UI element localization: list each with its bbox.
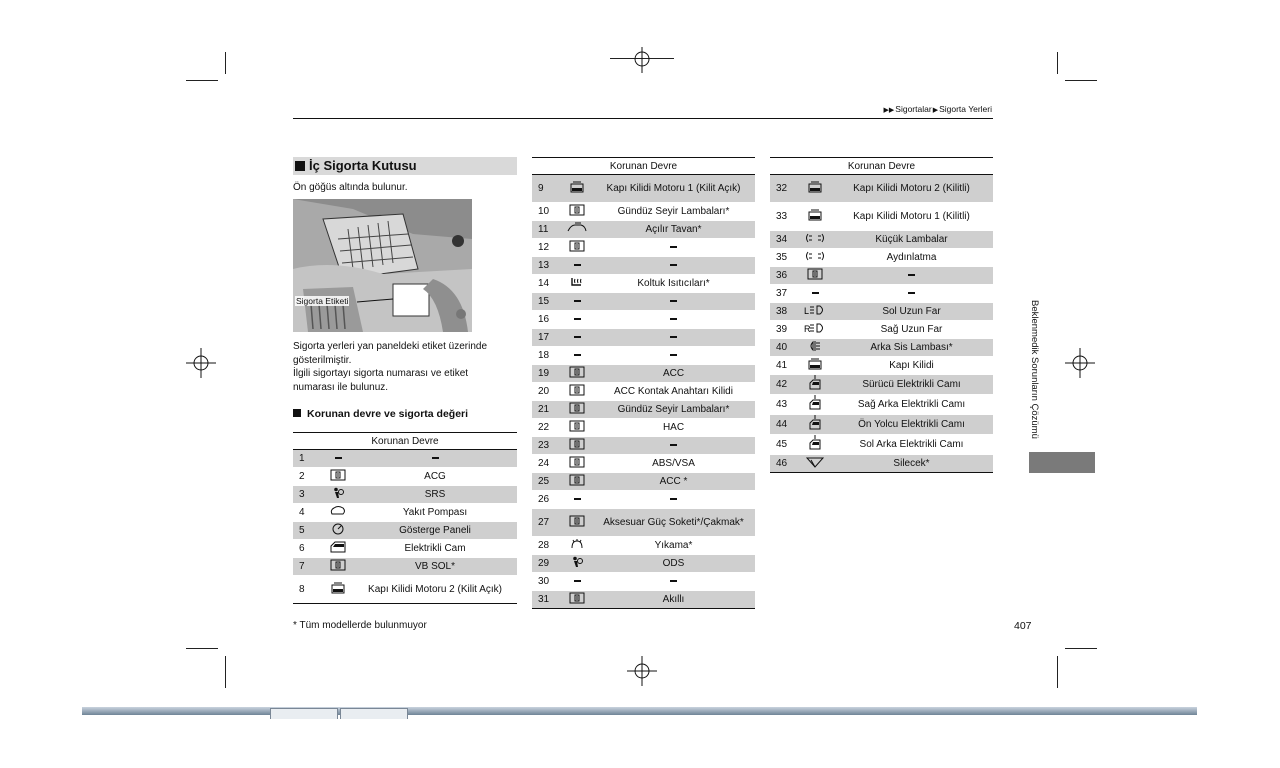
chapter-tab-text: Beklenmedik Sorunların Çözümü: [1029, 300, 1040, 439]
protected-circuit: [592, 347, 755, 365]
window-motor-icon: [800, 415, 830, 435]
table-row: [532, 509, 755, 537]
taskbar: [82, 707, 1197, 715]
table-header: Korunan Devre: [293, 433, 517, 450]
fuse-icon: [323, 558, 353, 576]
subheading: Korunan devre ve sigorta değeri: [293, 408, 468, 420]
svg-text:R: R: [804, 324, 811, 334]
door-lock-icon: [800, 203, 830, 231]
table-row: [293, 540, 517, 558]
section-title: İç Sigorta Kutusu: [293, 157, 517, 175]
protected-circuit: VB SOL*: [353, 558, 517, 576]
fuse-box-illustration: [293, 199, 472, 332]
protected-circuit: Yıkama*: [592, 537, 755, 555]
table-row: [293, 450, 517, 468]
fuse-box-photo: [293, 199, 472, 332]
crop-mark: [1057, 656, 1058, 688]
small-lamp-icon: [800, 249, 830, 267]
fuse-number: 22: [532, 419, 562, 437]
table-header: Korunan Devre: [532, 158, 755, 175]
protected-circuit: Sağ Arka Elektrikli Camı: [830, 395, 993, 415]
fuse-icon: [562, 509, 592, 537]
protected-circuit: ACC Kontak Anahtarı Kilidi: [592, 383, 755, 401]
protected-circuit: [830, 285, 993, 303]
fuse-number: 9: [532, 175, 562, 203]
window-motor-icon: [800, 435, 830, 455]
fuse-icon: [562, 455, 592, 473]
dash-icon: [323, 450, 353, 468]
protected-circuit: Kapı Kilidi Motoru 1 (Kilitli): [830, 203, 993, 231]
protected-circuit: Açılır Tavan*: [592, 221, 755, 239]
fuse-icon: [562, 239, 592, 257]
protected-circuit: Kapı Kilidi Motoru 1 (Kilit Açık): [592, 175, 755, 203]
breadcrumb-item[interactable]: Sigortalar: [895, 104, 932, 114]
registration-mark-icon: [627, 47, 657, 77]
fuse-number: 42: [770, 375, 800, 395]
table-row: [770, 231, 993, 249]
dash-icon: [800, 285, 830, 303]
location-text: Ön göğüs altında bulunur.: [293, 182, 408, 193]
table-row: [770, 175, 993, 203]
fuse-number: 24: [532, 455, 562, 473]
table-row: [532, 239, 755, 257]
registration-mark-icon: [627, 656, 657, 686]
photo-label: Sigorta Etiketi: [296, 296, 349, 306]
fuse-table-1: [293, 432, 517, 604]
fuse-icon: [323, 468, 353, 486]
table-row: [532, 437, 755, 455]
table-row: [770, 339, 993, 357]
crop-mark: [225, 52, 226, 74]
fuse-number: 46: [770, 455, 800, 473]
fuse-number: 34: [770, 231, 800, 249]
table-row: [532, 175, 755, 203]
door-lock-icon: [323, 576, 353, 604]
protected-circuit: Gösterge Paneli: [353, 522, 517, 540]
window-motor-icon: [800, 375, 830, 395]
crop-mark: [186, 648, 218, 649]
table-row: [293, 558, 517, 576]
crop-mark: [225, 656, 226, 688]
protected-circuit: Kapı Kilidi: [830, 357, 993, 375]
dash-icon: [562, 573, 592, 591]
protected-circuit: [592, 293, 755, 311]
fuse-number: 15: [532, 293, 562, 311]
table-row: [770, 415, 993, 435]
protected-circuit: [592, 491, 755, 509]
protected-circuit: Ön Yolcu Elektrikli Camı: [830, 415, 993, 435]
arrow-icon: ▶: [932, 107, 939, 114]
dash-icon: [562, 491, 592, 509]
table-row: [532, 203, 755, 221]
dash-icon: [562, 311, 592, 329]
protected-circuit: Gündüz Seyir Lambaları*: [592, 401, 755, 419]
fuse-number: 16: [532, 311, 562, 329]
protected-circuit: [592, 329, 755, 347]
protected-circuit: Sürücü Elektrikli Camı: [830, 375, 993, 395]
table-row: [532, 221, 755, 239]
fuse-number: 25: [532, 473, 562, 491]
fuse-number: 28: [532, 537, 562, 555]
breadcrumb-item[interactable]: Sigorta Yerleri: [939, 104, 992, 114]
table-row: [770, 357, 993, 375]
crop-mark: [1065, 648, 1097, 649]
dash-icon: [562, 329, 592, 347]
small-lamp-icon: [800, 231, 830, 249]
fuse-number: 6: [293, 540, 323, 558]
protected-circuit: ABS/VSA: [592, 455, 755, 473]
protected-circuit: HAC: [592, 419, 755, 437]
protected-circuit: Küçük Lambalar: [830, 231, 993, 249]
fuse-number: 10: [532, 203, 562, 221]
protected-circuit: Sol Uzun Far: [830, 303, 993, 321]
header-rule: [293, 118, 993, 119]
fuse-icon: [562, 419, 592, 437]
fuse-number: 26: [532, 491, 562, 509]
protected-circuit: ACG: [353, 468, 517, 486]
fuse-number: 2: [293, 468, 323, 486]
table-header: Korunan Devre: [770, 158, 993, 175]
table-row: [532, 555, 755, 573]
fuse-icon: [562, 473, 592, 491]
fuse-number: 27: [532, 509, 562, 537]
table-row: [532, 455, 755, 473]
table-row: [532, 347, 755, 365]
protected-circuit: Kapı Kilidi Motoru 2 (Kilitli): [830, 175, 993, 203]
table-row: [532, 365, 755, 383]
table-row: [293, 504, 517, 522]
table-row: [770, 395, 993, 415]
table-row: [770, 303, 993, 321]
fuse-icon: [562, 437, 592, 455]
protected-circuit: Aksesuar Güç Soketi*/Çakmak*: [592, 509, 755, 537]
fuse-number: 5: [293, 522, 323, 540]
protected-circuit: Koltuk Isıtıcıları*: [592, 275, 755, 293]
fuse-number: 43: [770, 395, 800, 415]
fuse-icon: [562, 365, 592, 383]
fuse-number: 38: [770, 303, 800, 321]
protected-circuit: Gündüz Seyir Lambaları*: [592, 203, 755, 221]
crop-mark: [1065, 80, 1097, 81]
protected-circuit: Elektrikli Cam: [353, 540, 517, 558]
door-lock-icon: [562, 175, 592, 203]
fuse-number: 40: [770, 339, 800, 357]
fuse-number: 30: [532, 573, 562, 591]
fuse-number: 12: [532, 239, 562, 257]
crop-mark: [1057, 52, 1058, 74]
table-row: [293, 576, 517, 604]
fuse-number: 37: [770, 285, 800, 303]
protected-circuit: [830, 267, 993, 285]
fuse-number: 23: [532, 437, 562, 455]
door-lock-icon: [800, 175, 830, 203]
table-row: [532, 329, 755, 347]
sunroof-icon: [562, 221, 592, 239]
fuse-icon: [562, 591, 592, 609]
fuse-number: 36: [770, 267, 800, 285]
protected-circuit: Kapı Kilidi Motoru 2 (Kilit Açık): [353, 576, 517, 604]
window-motor-icon: [800, 395, 830, 415]
table-row: [770, 285, 993, 303]
high-beam-right-icon: [800, 321, 830, 339]
table-row: [532, 491, 755, 509]
registration-mark-icon: [1065, 348, 1095, 378]
fuse-number: 11: [532, 221, 562, 239]
double-arrow-icon: ▶▶: [883, 107, 895, 114]
table-row: [770, 249, 993, 267]
rear-fog-icon: [800, 339, 830, 357]
dash-icon: [562, 293, 592, 311]
fuse-number: 18: [532, 347, 562, 365]
power-window-icon: [323, 540, 353, 558]
fuse-number: 19: [532, 365, 562, 383]
fuse-icon: [800, 267, 830, 285]
fuse-table-2: [532, 157, 755, 609]
square-bullet-icon: [293, 409, 301, 417]
protected-circuit: ACC *: [592, 473, 755, 491]
high-beam-left-icon: [800, 303, 830, 321]
protected-circuit: [592, 437, 755, 455]
protected-circuit: SRS: [353, 486, 517, 504]
fuse-number: 31: [532, 591, 562, 609]
fuse-number: 13: [532, 257, 562, 275]
chapter-tab[interactable]: [1029, 452, 1095, 473]
protected-circuit: Aydınlatma: [830, 249, 993, 267]
protected-circuit: Silecek*: [830, 455, 993, 473]
table-row: [532, 257, 755, 275]
protected-circuit: Sol Arka Elektrikli Camı: [830, 435, 993, 455]
fuse-number: 39: [770, 321, 800, 339]
crop-mark: [186, 80, 218, 81]
protected-circuit: ACC: [592, 365, 755, 383]
fuse-number: 3: [293, 486, 323, 504]
taskbar-button[interactable]: [270, 708, 338, 719]
svg-text:L: L: [804, 306, 810, 316]
protected-circuit: Arka Sis Lambası*: [830, 339, 993, 357]
table-row: [532, 401, 755, 419]
table-row: [770, 321, 993, 339]
fuse-number: 7: [293, 558, 323, 576]
fuse-number: 32: [770, 175, 800, 203]
dash-icon: [562, 347, 592, 365]
table-row: [532, 311, 755, 329]
fuse-number: 20: [532, 383, 562, 401]
protected-circuit: Akıllı: [592, 591, 755, 609]
fuse-number: 44: [770, 415, 800, 435]
door-lock-icon: [800, 357, 830, 375]
protected-circuit: ODS: [592, 555, 755, 573]
table-row: [293, 468, 517, 486]
washer-icon: [562, 537, 592, 555]
protected-circuit: [592, 573, 755, 591]
fuse-icon: [562, 401, 592, 419]
gauge-icon: [323, 522, 353, 540]
table-row: [532, 383, 755, 401]
table-row: [532, 293, 755, 311]
fuse-number: 35: [770, 249, 800, 267]
fuse-number: 41: [770, 357, 800, 375]
table-row: [770, 455, 993, 473]
fuse-number: 1: [293, 450, 323, 468]
table-row: [532, 591, 755, 609]
fuse-number: 14: [532, 275, 562, 293]
protected-circuit: [592, 311, 755, 329]
table-row: [770, 375, 993, 395]
footnote: * Tüm modellerde bulunmuyor: [293, 620, 427, 631]
seat-heater-icon: [562, 275, 592, 293]
protected-circuit: [592, 239, 755, 257]
airbag-icon: [562, 555, 592, 573]
fuse-icon: [562, 203, 592, 221]
protected-circuit: [353, 450, 517, 468]
fuse-icon: [562, 383, 592, 401]
protected-circuit: [592, 257, 755, 275]
description-paragraph: Sigorta yerleri yan paneldeki etiket üzerinde gösterilmiştir. İlgili sigortayı sigorta numarası ve etiket numarası ile bulunuz.: [293, 341, 487, 393]
breadcrumb: [883, 104, 992, 114]
fuel-pump-icon: [323, 504, 353, 522]
fuse-number: 17: [532, 329, 562, 347]
airbag-icon: [323, 486, 353, 504]
wiper-icon: [800, 455, 830, 473]
fuse-number: 8: [293, 576, 323, 604]
taskbar-button[interactable]: [340, 708, 408, 719]
table-row: [532, 419, 755, 437]
table-row: [532, 473, 755, 491]
square-bullet-icon: [295, 161, 305, 171]
fuse-number: 33: [770, 203, 800, 231]
table-row: [293, 522, 517, 540]
table-row: [770, 203, 993, 231]
protected-circuit: Sağ Uzun Far: [830, 321, 993, 339]
fuse-number: 29: [532, 555, 562, 573]
registration-mark-icon: [186, 348, 216, 378]
table-row: [532, 573, 755, 591]
table-row: [532, 537, 755, 555]
protected-circuit: Yakıt Pompası: [353, 504, 517, 522]
fuse-number: 45: [770, 435, 800, 455]
table-row: [770, 435, 993, 455]
fuse-table-3: [770, 157, 993, 473]
table-row: [293, 486, 517, 504]
table-row: [532, 275, 755, 293]
fuse-number: 21: [532, 401, 562, 419]
fuse-number: 4: [293, 504, 323, 522]
dash-icon: [562, 257, 592, 275]
page-number: 407: [1014, 620, 1032, 632]
table-row: [770, 267, 993, 285]
